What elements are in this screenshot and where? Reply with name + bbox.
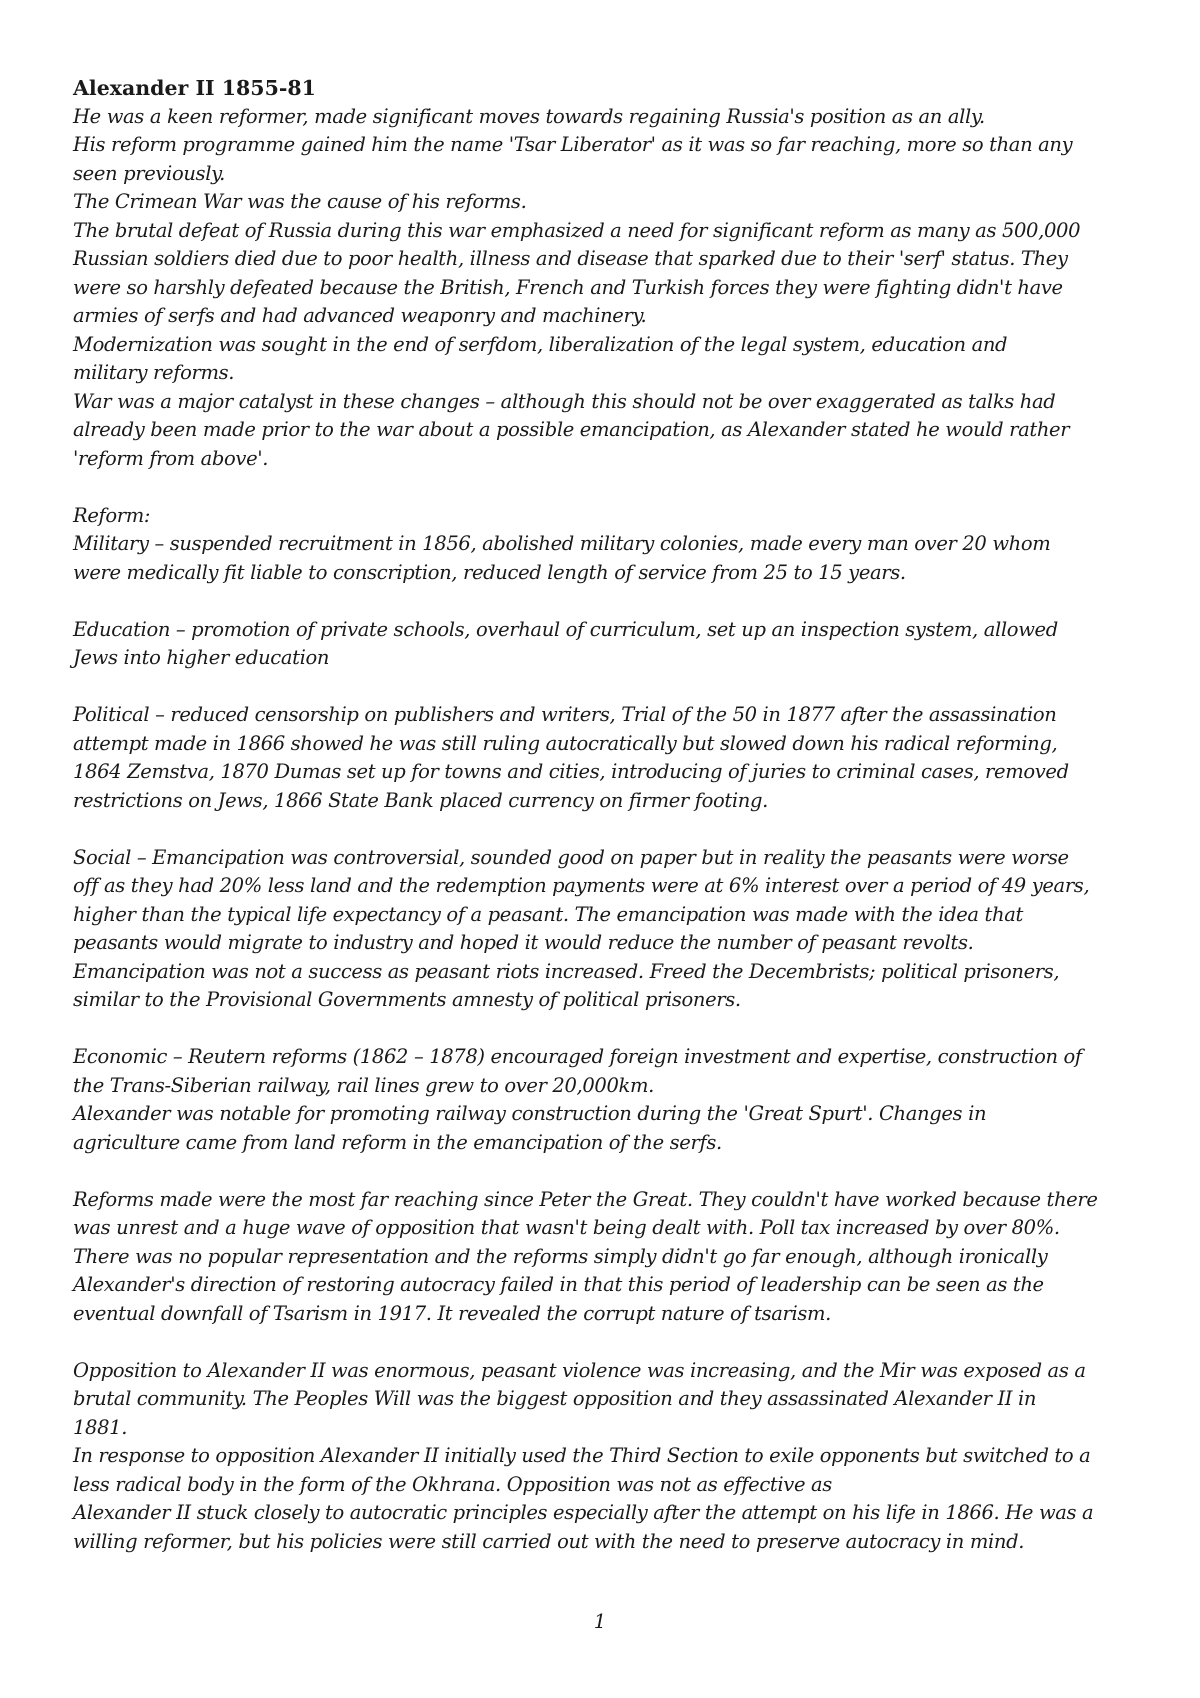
paragraph-spacer (73, 473, 1143, 502)
text-line: similar to the Provisional Governments amnesty of political prisoners. (73, 988, 741, 1011)
text-line: eventual downfall of Tsarism in 1917. It revealed the corrupt nature of tsarism. (73, 1301, 832, 1325)
text-line: the Trans-Siberian railway, rail lines grew to over 20,000km. (73, 1073, 654, 1097)
text-line: off as they had 20% less land and the redemption payments were at 6% interest over a period of 49 years, (73, 874, 1090, 897)
text-line: Russian soldiers died due to poor health, illness and disease that sparked due to their 'serf' status. They (73, 247, 1068, 270)
text-line: Military – suspended recruitment in 1856, abolished military colonies, made every man over 20 whom (73, 532, 1051, 555)
text-line: Alexander II stuck closely to autocratic principles especially after the attempt on his life in 1866. He was a (73, 1501, 1094, 1524)
text-line: In response to opposition Alexander II initially used the Third Section to exile opponents but switched to a (73, 1444, 1091, 1467)
paragraph-spacer (73, 1015, 1143, 1044)
text-line: restrictions on Jews, 1866 State Bank placed currency on firmer footing. (73, 788, 768, 812)
paragraph-spacer (73, 815, 1143, 844)
text-line: willing reformer, but his policies were still carried out with the need to preserve autocracy in mind. (73, 1529, 1025, 1553)
text-line: armies of serfs and had advanced weaponry and machinery. (73, 304, 647, 327)
document-title: Alexander II 1855-81 (73, 76, 316, 100)
text-line: attempt made in 1866 showed he was still ruling autocratically but slowed down his radical reforming, (73, 731, 1058, 755)
reform-section (73, 502, 1143, 588)
text-line: 1864 Zemstva, 1870 Dumas set up for towns and cities, introducing of juries to criminal cases, removed (73, 760, 1069, 783)
text-line: He was a keen reformer, made significant moves towards regaining Russia's position as an ally. (73, 104, 985, 128)
text-line: were medically fit liable to conscription, reduced length of service from 25 to 15 years. (73, 560, 906, 584)
text-line: agriculture came from land reform in the emancipation of the serfs. (73, 1130, 722, 1154)
text-line: 1881. (73, 1415, 128, 1439)
text-line: Alexander was notable for promoting railway construction during the 'Great Spurt'. Changes in (73, 1102, 987, 1125)
text-line: Jews into higher education (73, 646, 330, 669)
text-line: 'reform from above'. (73, 446, 269, 470)
paragraph-spacer (73, 1157, 1143, 1186)
text-line: Economic – Reutern reforms (1862 – 1878) encouraged foreign investment and expertise, construction of (73, 1045, 1082, 1068)
paragraph-spacer (73, 673, 1143, 702)
text-line: military reforms. (73, 361, 235, 384)
document-body (73, 74, 1143, 1556)
text-line: There was no popular representation and the reforms simply didn't go far enough, although ironically (73, 1244, 1048, 1268)
text-line: Alexander's direction of restoring autocracy failed in that this period of leadership can be seen as the (73, 1273, 1044, 1296)
text-line: higher than the typical life expectancy of a peasant. The emancipation was made with the idea that (73, 902, 1023, 926)
economic-paragraph (73, 1043, 1143, 1157)
opposition-paragraph (73, 1357, 1143, 1557)
assessment-paragraph (73, 1186, 1143, 1329)
social-paragraph (73, 844, 1143, 1015)
text-line: His reform programme gained him the name 'Tsar Liberator' as it was so far reaching, more so than any (73, 133, 1073, 156)
text-line: The Crimean War was the cause of his reforms. (73, 190, 527, 213)
paragraph-spacer (73, 587, 1143, 616)
text-line: Opposition to Alexander II was enormous, peasant violence was increasing, and the Mir was exposed as a (73, 1358, 1086, 1382)
intro-paragraph (73, 103, 1143, 474)
paragraph-spacer (73, 1328, 1143, 1357)
text-line: Education – promotion of private schools, overhaul of curriculum, set up an inspection system, allowed (73, 617, 1058, 641)
political-paragraph (73, 701, 1143, 815)
text-line: War was a major catalyst in these changes – although this should not be over exaggerated as talks had (73, 389, 1056, 413)
text-line: peasants would migrate to industry and hoped it would reduce the number of peasant revolts. (73, 931, 974, 954)
text-line: less radical body in the form of the Okhrana. Opposition was not as effective as (73, 1472, 832, 1496)
text-line: seen previously. (73, 161, 226, 185)
text-line: Political – reduced censorship on publishers and writers, Trial of the 50 in 1877 after the assassination (73, 703, 1057, 726)
text-line: already been made prior to the war about a possible emancipation, as Alexander stated he would rather (73, 418, 1070, 441)
text-line: The brutal defeat of Russia during this war emphasized a need for significant reform as many as 500,000 (73, 218, 1081, 242)
text-line: Reforms made were the most far reaching since Peter the Great. They couldn't have worked because there (73, 1187, 1098, 1211)
education-paragraph (73, 616, 1143, 673)
text-line: were so harshly defeated because the British, French and Turkish forces they were fighting didn't have (73, 275, 1063, 299)
text-line: was unrest and a huge wave of opposition that wasn't being dealt with. Poll tax increased by over 80%. (73, 1216, 1060, 1239)
page-number: 1 (593, 1610, 607, 1633)
text-line: Emancipation was not a success as peasant riots increased. Freed the Decembrists; political prisoners, (73, 959, 1060, 983)
text-line: brutal community. The Peoples Will was the biggest opposition and they assassinated Alexander II in (73, 1387, 1037, 1410)
text-line: Modernization was sought in the end of serfdom, liberalization of the legal system, education and (73, 332, 1008, 356)
text-line: Social – Emancipation was controversial, sounded good on paper but in reality the peasants were worse (73, 845, 1069, 869)
reform-heading: Reform: (73, 503, 151, 527)
